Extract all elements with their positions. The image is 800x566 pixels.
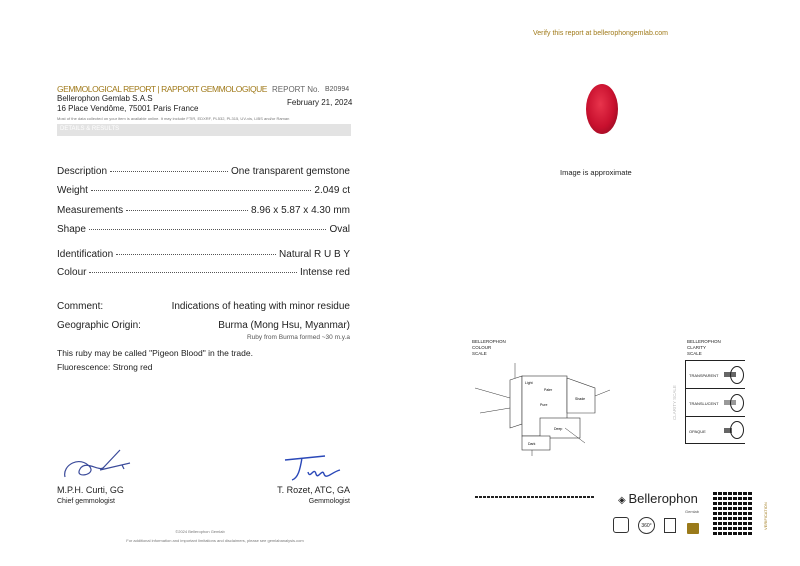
block-label: Shade	[575, 397, 586, 401]
report-no-label: REPORT No.	[272, 85, 320, 94]
signer-2-name: T. Rozet, ATC, GA	[277, 485, 350, 495]
detail-row-description	[57, 166, 350, 177]
comment-value: Indications of heating with minor residue	[171, 301, 350, 312]
title-line: SCALE	[687, 351, 702, 356]
detail-label: Measurements	[57, 205, 124, 216]
block-label: Paler	[544, 388, 553, 392]
detail-value: Oval	[329, 224, 350, 235]
detail-row-shape	[57, 224, 350, 235]
title-line: COLOUR	[472, 345, 492, 350]
clarity-table	[685, 360, 745, 444]
clarity-label: TRANSLUCENT	[689, 401, 719, 406]
block-label: Dark	[528, 442, 536, 446]
detail-label: Colour	[57, 267, 87, 278]
clarity-circle	[730, 394, 744, 412]
report-number: B20994	[325, 86, 350, 93]
clarity-circle	[730, 421, 744, 439]
clarity-circle	[730, 366, 744, 384]
fluorescence: Fluorescence: Strong red	[57, 362, 153, 372]
lock-icon	[687, 523, 699, 534]
detail-row-identification	[57, 249, 350, 260]
dots	[89, 272, 296, 273]
origin-label: Geographic Origin:	[57, 320, 141, 331]
clarity-level	[686, 361, 745, 389]
section-bar	[57, 124, 351, 136]
title-line: SCALE	[472, 351, 487, 356]
detail-label: Weight	[57, 185, 88, 196]
signer-1-name: M.P.H. Curti, GG	[57, 485, 124, 495]
colour-scale-diagram	[470, 358, 620, 458]
detail-row-weight	[57, 185, 350, 196]
report-title: GEMMOLOGICAL REPORT | RAPPORT GEMMOLOGIQUE	[57, 84, 268, 94]
diamond-icon: ◈	[618, 495, 629, 506]
company-address: 16 Place Vendôme, 75001 Paris France	[57, 104, 199, 113]
image-note: Image is approximate	[560, 168, 632, 177]
section-title: DETAILS & RESULTS	[60, 126, 120, 132]
title-line: BELLEROPHON	[687, 339, 721, 344]
detail-value: 2.049 ct	[314, 185, 350, 196]
verification-label: VERIFICATION	[763, 502, 768, 530]
colour-scale-title	[472, 339, 506, 357]
report-date: February 21, 2024	[287, 98, 353, 107]
microtext	[475, 496, 595, 498]
qr-code[interactable]	[713, 491, 753, 535]
detail-value: Intense red	[299, 267, 350, 278]
pigeon-blood-note: This ruby may be called "Pigeon Blood" in the trade.	[57, 348, 253, 358]
origin-value: Burma (Mong Hsu, Myanmar)	[218, 320, 350, 331]
comment-label: Comment:	[57, 301, 104, 312]
clarity-scale-title	[687, 339, 721, 357]
detail-row-colour	[57, 267, 350, 278]
clarity-side-label: CLARITY SCALE	[672, 385, 677, 420]
dots	[116, 254, 276, 255]
brand-sub: Gemlab	[685, 509, 700, 514]
origin-subnote: Ruby from Burma formed ~30 m.y.a	[246, 334, 350, 341]
gem-image	[586, 84, 618, 134]
detail-value: Natural R U B Y	[279, 249, 350, 260]
detail-label: Identification	[57, 249, 114, 260]
detail-label: Description	[57, 166, 108, 177]
360-view-icon: 360°	[638, 517, 655, 534]
block-label: Pure	[540, 403, 548, 407]
detail-value: One transparent gemstone	[231, 166, 350, 177]
detail-row-measurements	[57, 205, 350, 216]
signature-rozet	[280, 450, 350, 486]
dots	[91, 190, 311, 191]
title-line: CLARITY	[687, 345, 707, 350]
clarity-level	[686, 417, 745, 443]
clarity-label: TRANSPARENT	[689, 373, 719, 378]
signature-curti	[60, 445, 140, 485]
brand-logo	[618, 491, 698, 508]
disclaimer: For additional information and important limitations and disclaimers, please see gemlabanalysis.com	[126, 538, 304, 543]
clarity-level	[686, 389, 745, 417]
block-label: Deep	[554, 427, 563, 431]
clarity-label: OPAQUE	[689, 429, 706, 434]
dots	[89, 229, 327, 230]
dots	[126, 210, 248, 211]
detail-label: Shape	[57, 224, 86, 235]
3d-cube-icon	[613, 517, 629, 533]
brand-name: Bellerophon	[628, 491, 698, 506]
verify-link[interactable]: Verify this report at bellerophongemlab.com	[533, 30, 669, 37]
detail-value: 8.96 x 5.87 x 4.30 mm	[251, 205, 350, 216]
comment-row	[57, 301, 350, 312]
signer-1-role: Chief gemmologist	[57, 498, 115, 505]
signer-2-role: Gemmologist	[308, 498, 350, 505]
data-note: Most of the data collected on your item is available online. It may include FTIR, EDXRF, PL532, PL315, UV-vis, LIBS and/or Raman	[57, 116, 290, 121]
origin-row	[57, 320, 350, 331]
title-line: BELLEROPHON	[472, 339, 506, 344]
company-name: Bellerophon Gemlab S.A.S	[57, 94, 153, 103]
dots	[110, 171, 228, 172]
copyright: ©2024 Bellerophon Gemlab	[175, 529, 225, 534]
certificate-icon	[664, 518, 676, 533]
block-label: Light	[525, 381, 533, 385]
